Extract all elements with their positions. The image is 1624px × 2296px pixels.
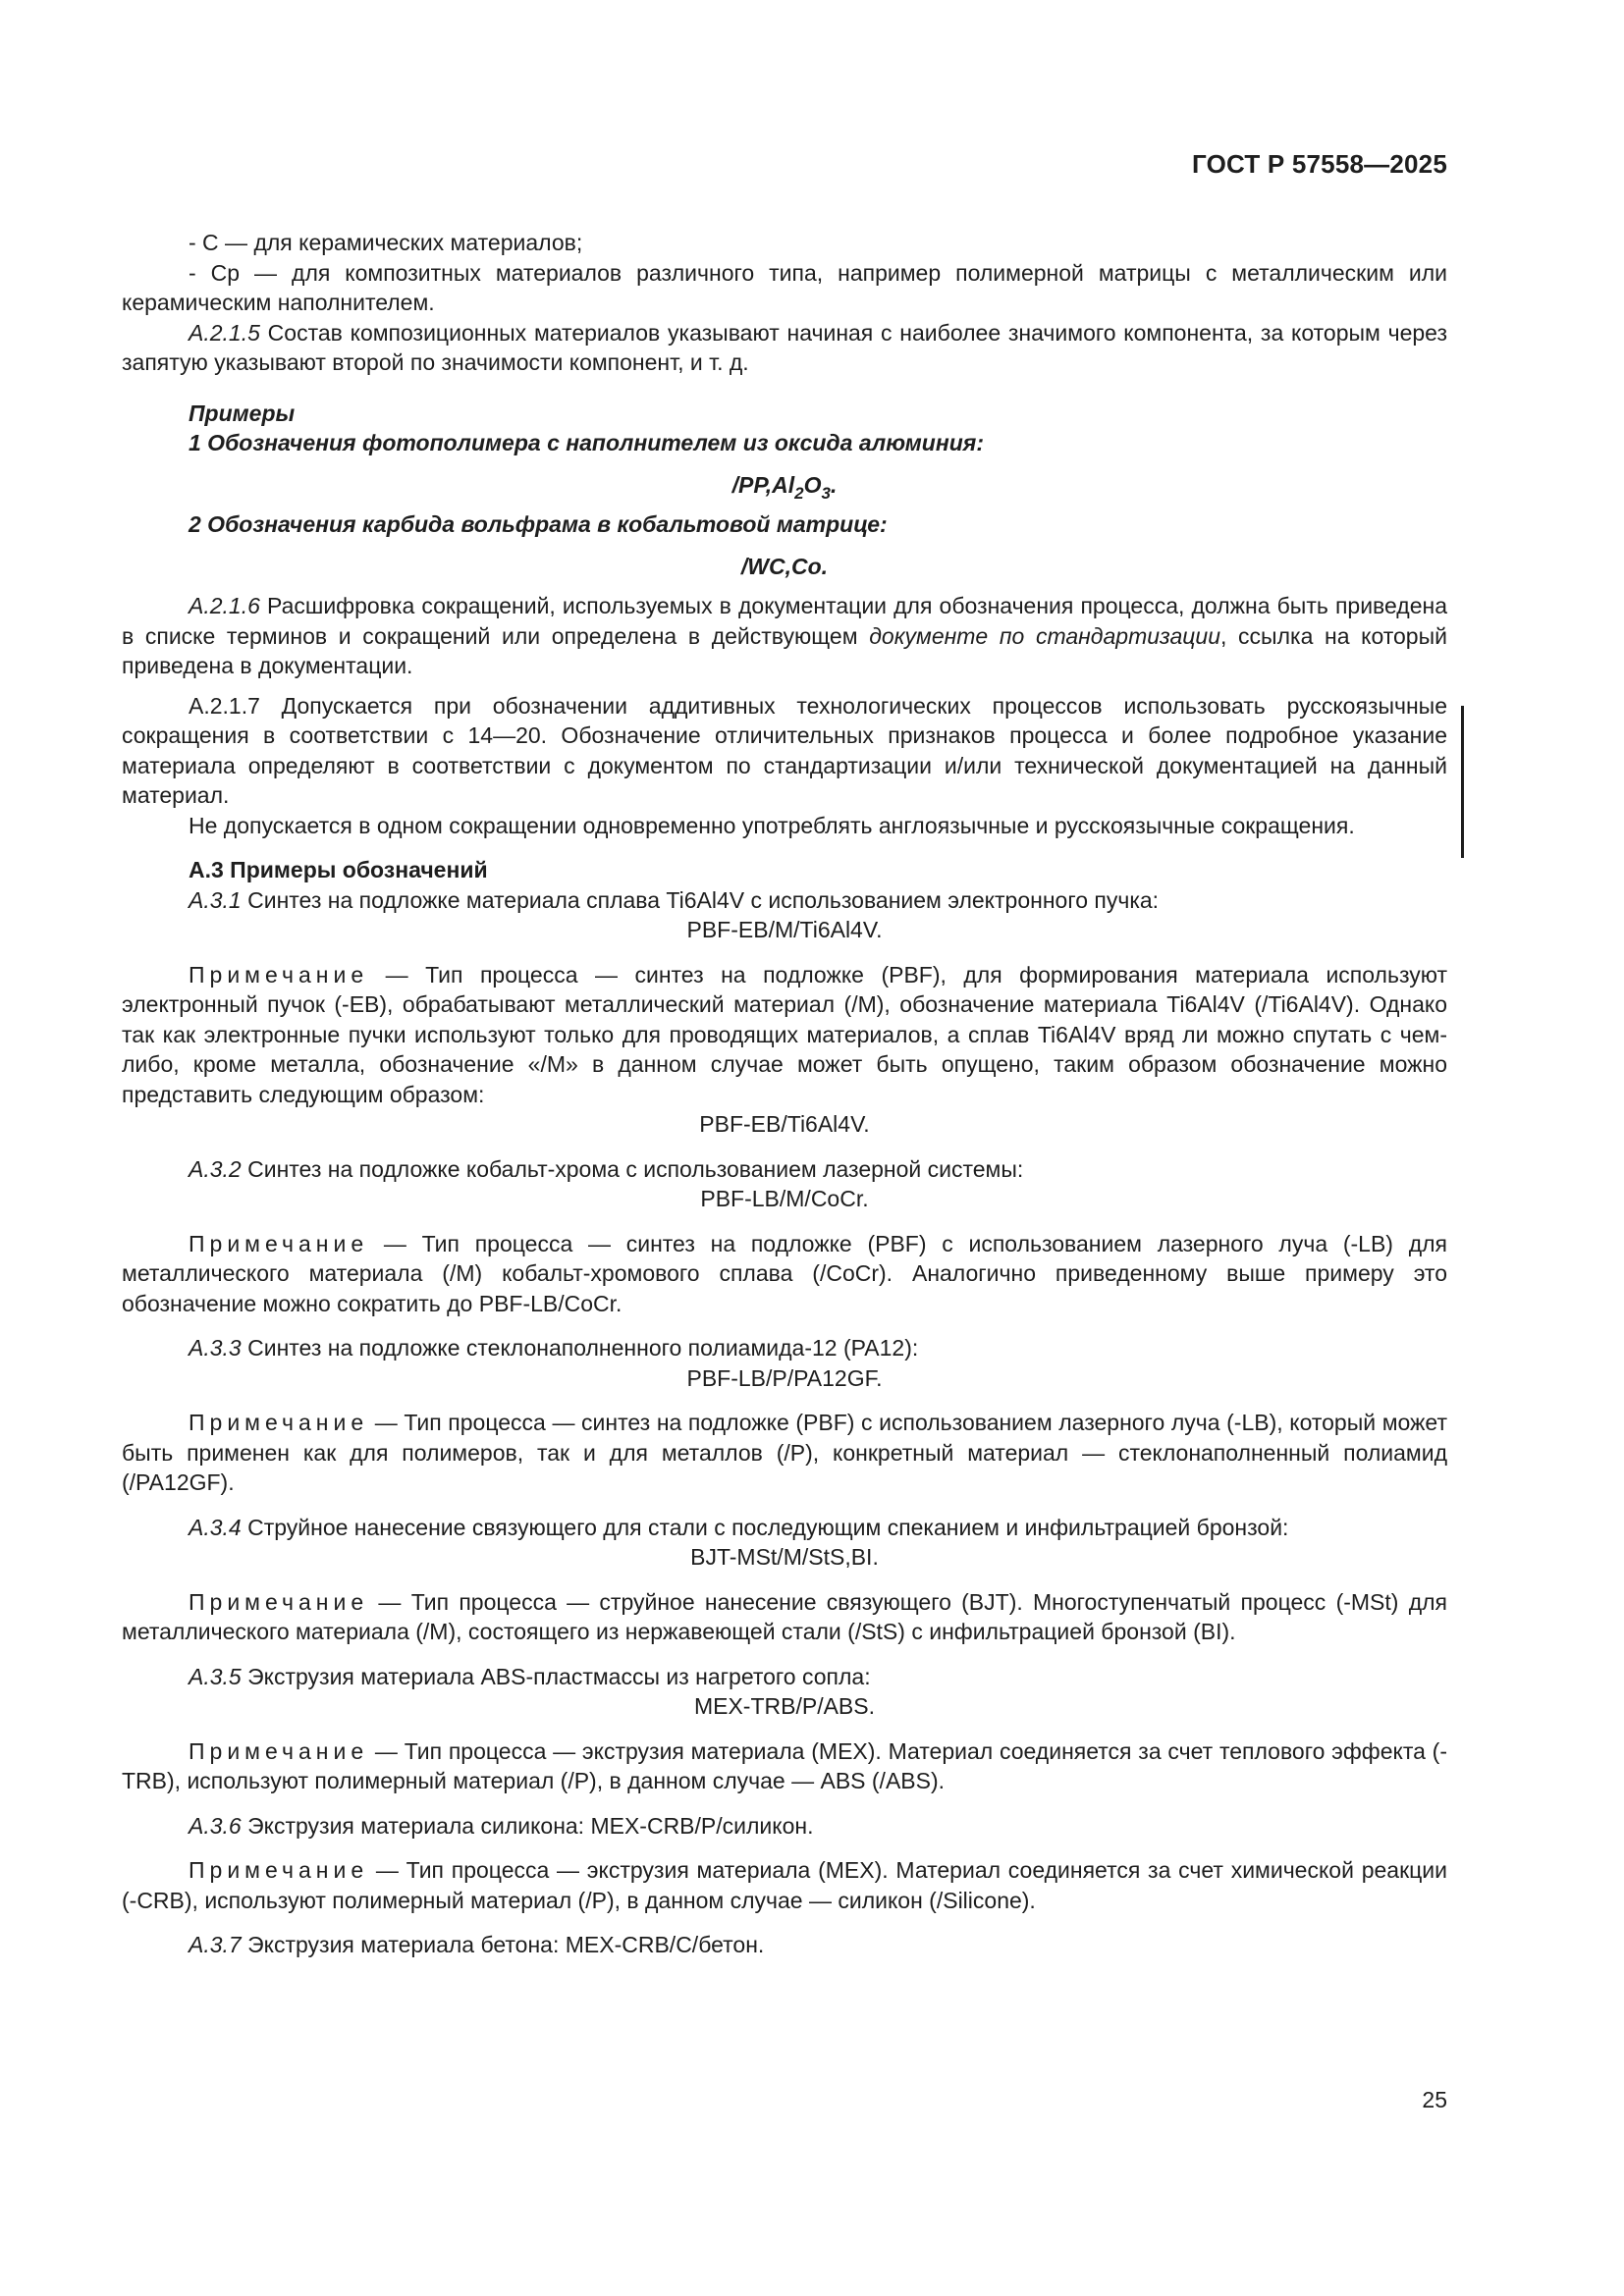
note-text: Тип процесса — экструзия материала (MEX). Материал соединяется за счет теплового эффекта (-TRB), используют полимерный материал (/P), в данном случае — ABS (/ABS). xyxy=(122,1737,1448,1793)
note-text: Тип процесса — синтез на подложке (PBF) с использованием лазерного луча (-LB), который может быть применен как для полимеров, так и для металлов (/P), конкретный материал — стеклонаполненный полиамид (/PA12GF). xyxy=(122,1410,1447,1495)
note-dash: — xyxy=(368,1737,405,1764)
clause-number: А.2.1.5 xyxy=(189,319,260,346)
paragraph-a36 xyxy=(122,1811,1447,1842)
clause-text: Синтез на подложке стеклонаполненного полиамида-12 (PA12): xyxy=(241,1335,919,1361)
examples-title: Примеры xyxy=(189,400,296,426)
note-label: Примечание xyxy=(189,1857,369,1883)
paragraph-a34 xyxy=(122,1513,1447,1543)
note-label: Примечание xyxy=(189,1737,369,1764)
formula-part: O xyxy=(803,471,822,498)
note-a32 xyxy=(122,1229,1447,1319)
paragraph-a37 xyxy=(122,1930,1447,1960)
example-1: 1 Обозначения фотополимера с наполнителем из оксида алюминия: xyxy=(189,430,984,455)
clause-number: А.3.3 xyxy=(189,1335,242,1361)
clause-italic-ref: документе по стандартизации xyxy=(869,622,1221,649)
note-text: Тип процесса — синтез на подложке (PBF), для формирования материала используют электронный пучок (-EB), обрабатывают металлический материал (/M), обозначение материала Ti6Al4V (/Ti6Al4V). Однако так как электронные пучки используют только для проводящих материалов, а сплав Ti6Al4V вряд ли можно спутать с чем-либо, кроме металла, обозначение «/M» в данном случае может быть опущено, таким образом обозначение можно представить следующим образом: xyxy=(122,961,1448,1107)
code-a33: PBF-LB/P/PA12GF. xyxy=(686,1364,883,1391)
note-a34 xyxy=(122,1587,1447,1647)
code-a31: PBF-EB/M/Ti6Al4V. xyxy=(686,917,883,942)
code-a32: PBF-LB/M/CoCr. xyxy=(700,1186,869,1211)
formula-1 xyxy=(122,470,1447,501)
note-dash: — xyxy=(368,961,426,988)
formula-2: /WC,Co. xyxy=(740,553,829,579)
note-text: Тип процесса — синтез на подложке (PBF) с использованием лазерного луча (-LB) для металлического материала (/M) кобальт-хромового сплава (/CoCr). Аналогично приведенному выше примеру это обозначение можно сократить до PBF-LB/CoCr. xyxy=(122,1230,1447,1316)
clause-text: Состав композиционных материалов указывают начиная с наиболее значимого компонента, за которым через запятую указывают второй по значимости компонент, и т. д. xyxy=(122,319,1447,375)
note-label: Примечание xyxy=(189,1410,369,1435)
clause-text: Синтез на подложке кобальт-хрома с использованием лазерной системы: xyxy=(241,1155,1024,1182)
clause-text: Экструзия материала бетона: MEX-CRB/C/бетон. xyxy=(241,1932,765,1957)
paragraph-a32 xyxy=(122,1154,1447,1185)
section-title-a3: А.3 Примеры обозначений xyxy=(189,857,488,882)
note-text: Тип процесса — струйное нанесение связующего (BJT). Многоступенчатый процесс (-MSt) для металлического материала (/M), состоящего из нержавеющей стали (/StS) с инфильтрацией бронзой (BI). xyxy=(122,1588,1448,1644)
note-dash: — xyxy=(368,1230,422,1256)
example-2: 2 Обозначения карбида вольфрама в кобальтовой матрице: xyxy=(189,511,888,537)
revision-bar xyxy=(1461,706,1464,858)
paragraph-a216 xyxy=(122,591,1447,681)
note-dash: — xyxy=(368,1588,411,1615)
note-text: Тип процесса — экструзия материала (MEX). Материал соединяется за счет химической реакции (-CRB), используют полимерный материал (/P), в данном случае — силикон (/Silicone). xyxy=(122,1857,1447,1913)
clause-text: Экструзия материала силикона: MEX-CRB/P/силикон. xyxy=(241,1812,814,1839)
code-note-a31: PBF-EB/Ti6Al4V. xyxy=(699,1111,870,1137)
note-a33 xyxy=(122,1408,1447,1498)
doc-code-header: ГОСТ Р 57558—2025 xyxy=(1192,149,1447,179)
note-dash: — xyxy=(368,1857,406,1883)
clause-number: А.2.1.6 xyxy=(189,593,260,618)
clause-text: Экструзия материала ABS-пластмассы из нагретого сопла: xyxy=(241,1663,871,1689)
clause-number: А.3.6 xyxy=(189,1812,242,1839)
code-a34: BJT-MSt/M/StS,BI. xyxy=(690,1544,879,1570)
clause-text: Синтез на подложке материала сплава Ti6Al4V с использованием электронного пучка: xyxy=(241,886,1160,913)
formula-subscript: 2 xyxy=(794,483,804,503)
paragraph-a31 xyxy=(122,885,1447,916)
paragraph-a35 xyxy=(122,1662,1447,1692)
clause-number: А.3.1 xyxy=(189,886,242,913)
paragraph-a215 xyxy=(122,318,1447,378)
note-label: Примечание xyxy=(189,961,369,988)
note-label: Примечание xyxy=(189,1588,369,1615)
clause-number: А.3.2 xyxy=(189,1155,242,1182)
note-a36 xyxy=(122,1855,1447,1915)
paragraph-a217: А.2.1.7 Допускается при обозначении аддитивных технологических процессов использовать русскоязычные сокращения в соответствии с 14—20. Обозначение отличительных признаков процесса и более подробное указание материала определяют в соответствии с документом по стандартизации и/или технической документацией на данный материал. xyxy=(122,692,1447,808)
list-item-composite: - Ср — для композитных материалов различного типа, например полимерной матрицы с металлическим или керамическим наполнителем. xyxy=(122,259,1447,315)
formula-part: /PP,Al xyxy=(731,471,795,498)
note-label: Примечание xyxy=(189,1230,369,1256)
formula-subscript: 3 xyxy=(821,483,831,503)
clause-text: Расшифровка сокращений, используемых в документации для обозначения процесса, должна быть приведена в списке терминов и сокращений или определена в действующем xyxy=(122,593,1447,649)
clause-text: , ссылка на который приведена в документации. xyxy=(122,622,1447,678)
paragraph-a33 xyxy=(122,1333,1447,1363)
paragraph-a217-2: Не допускается в одном сокращении одновременно употреблять англоязычные и русскоязычные сокращения. xyxy=(189,812,1355,838)
document-body xyxy=(122,228,1447,1960)
clause-number: А.3.4 xyxy=(189,1514,242,1540)
formula-part: . xyxy=(830,471,838,498)
note-a35 xyxy=(122,1736,1447,1796)
list-item-ceramic: - С — для керамических материалов; xyxy=(189,230,583,255)
note-dash: — xyxy=(368,1410,405,1435)
page-number: 25 xyxy=(1422,2087,1447,2112)
clause-text: Струйное нанесение связующего для стали с последующим спеканием и инфильтрацией бронзой: xyxy=(241,1514,1289,1540)
code-a35: MEX-TRB/P/ABS. xyxy=(693,1693,876,1719)
note-a31 xyxy=(122,960,1447,1110)
clause-number: А.3.7 xyxy=(189,1932,242,1957)
clause-number: А.3.5 xyxy=(189,1663,242,1689)
